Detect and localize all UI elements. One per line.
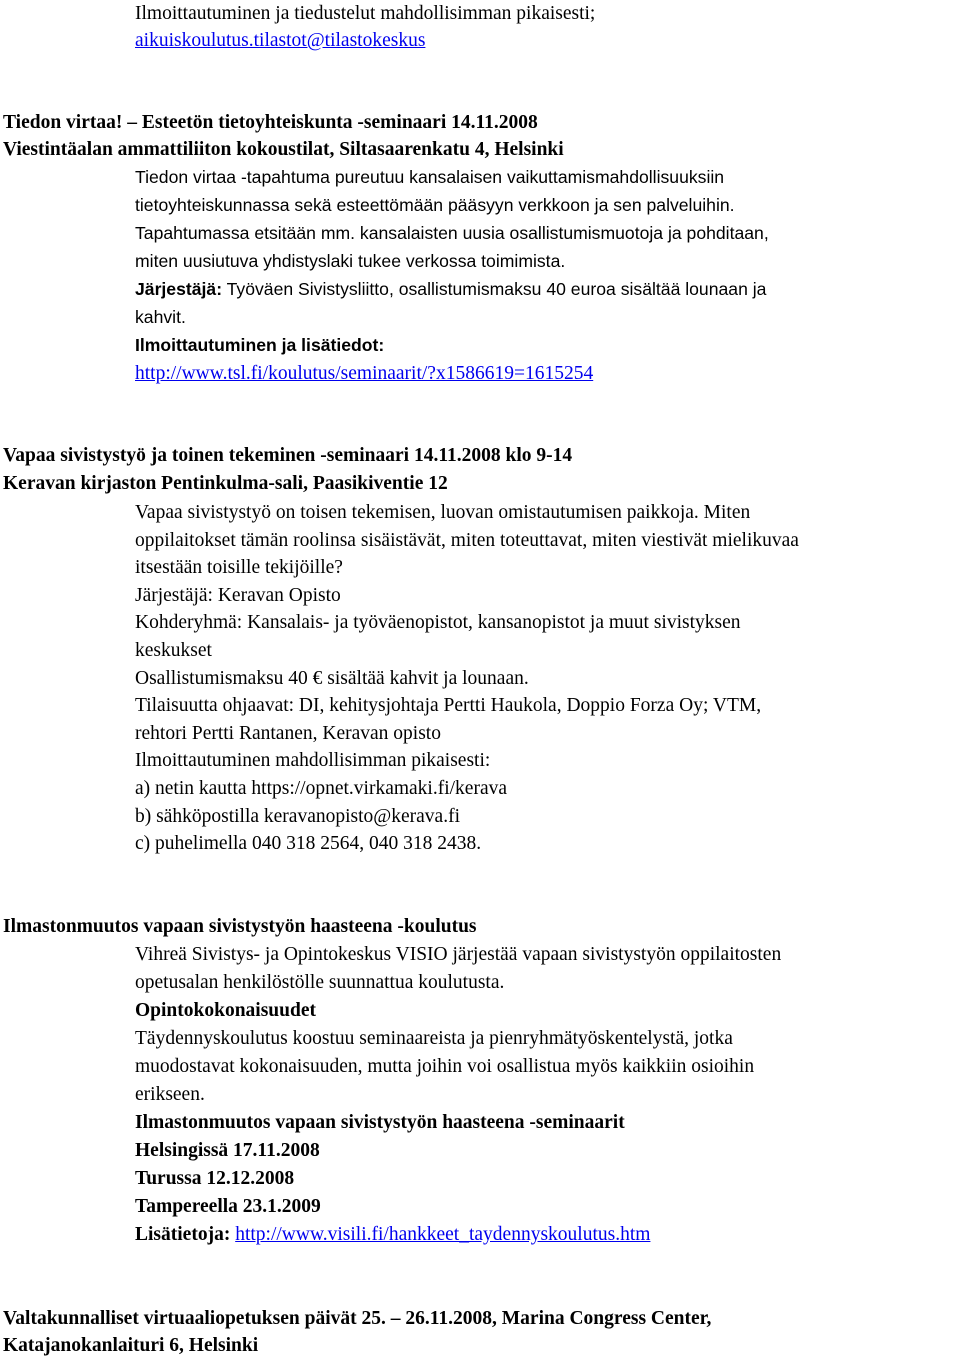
event-text-line: Kohderyhmä: Kansalais- ja työväenopistot, kansanopistot ja muut sivistyksen — [135, 612, 741, 633]
event-text-line: b) sähköpostilla keravanopisto@kerava.fi — [135, 806, 460, 827]
event-text-line: Tilaisuutta ohjaavat: DI, kehitysjohtaja Pertti Haukola, Doppio Forza Oy; VTM, — [135, 695, 762, 716]
event-title: Vapaa sivistystyö ja toinen tekeminen -seminaari 14.11.2008 klo 9-14 — [3, 445, 573, 466]
subheading: Opintokokonaisuudet — [135, 1000, 316, 1021]
event-title: Valtakunnalliset virtuaaliopetuksen päivät 25. – 26.11.2008, Marina Congress Center, — [3, 1308, 712, 1329]
event-text-line: Järjestäjä: Keravan Opisto — [135, 585, 341, 606]
event-venue: Katajanokanlaituri 6, Helsinki — [3, 1335, 259, 1356]
event-description: Tiedon virtaa -tapahtuma pureutuu kansalaisen vaikuttamismahdollisuuksiin — [135, 167, 725, 187]
info-label: Lisätietoja: — [135, 1224, 231, 1245]
signup-email-link[interactable]: aikuiskoulutus.tilastot@tilastokeskus — [135, 30, 426, 51]
organizer-text: Työväen Sivistysliitto, osallistumismaksu 40 euroa sisältää lounaan ja — [222, 279, 767, 299]
event-text-line: c) puhelimella 040 318 2564, 040 318 2438. — [135, 833, 482, 854]
event-text-line: Ilmoittautuminen mahdollisimman pikaisesti: — [135, 750, 491, 771]
event-text-line: itsestään toisille tekijöille? — [135, 557, 343, 578]
event-organizer — [135, 276, 766, 303]
event-text-line: Osallistumismaksu 40 € sisältää kahvit ja lounaan. — [135, 668, 529, 689]
event-description: erikseen. — [135, 1084, 205, 1105]
event-description: tietoyhteiskunnassa sekä esteettömään pääsyyn verkkoon ja sen palveluihin. — [135, 195, 735, 215]
event-text-line: a) netin kautta https://opnet.virkamaki.fi/kerava — [135, 778, 508, 799]
event-venue: Viestintäalan ammattiliiton kokoustilat, Siltasaarenkatu 4, Helsinki — [3, 139, 564, 160]
signup-text: Ilmoittautuminen ja tiedustelut mahdollisimman pikaisesti; — [135, 3, 596, 24]
event-title: Tiedon virtaa! – Esteetön tietoyhteiskunta -seminaari 14.11.2008 — [3, 112, 538, 133]
event-text-line: oppilaitokset tämän roolinsa sisäistävät, miten toteuttavat, miten viestivät mielikuvaa — [135, 530, 799, 551]
event-description: miten uusiutuva yhdistyslaki tukee verkossa toimimista. — [135, 251, 566, 271]
signup-label: Ilmoittautuminen ja lisätiedot: — [135, 335, 385, 355]
seminar-date: Helsingissä 17.11.2008 — [135, 1140, 320, 1161]
event-description: Täydennyskoulutus koostuu seminaareista ja pienryhmätyöskentelystä, jotka — [135, 1028, 733, 1049]
event-description: muodostavat kokonaisuuden, mutta joihin voi osallistua myös kaikkiin osioihin — [135, 1056, 755, 1077]
event-description: Tapahtumassa etsitään mm. kansalaisten uusia osallistumismuotoja ja pohditaan, — [135, 223, 769, 243]
organizer-text-cont: kahvit. — [135, 307, 186, 327]
event-venue: Keravan kirjaston Pentinkulma-sali, Paasikiventie 12 — [3, 473, 448, 494]
seminar-link[interactable]: http://www.tsl.fi/koulutus/seminaarit/?x1586619=1615254 — [135, 363, 594, 384]
event-text-line: keskukset — [135, 640, 212, 661]
seminar-date: Tampereella 23.1.2009 — [135, 1196, 321, 1217]
event-text-line: Vapaa sivistystyö on toisen tekemisen, luovan omistautumisen paikkoja. Miten — [135, 502, 751, 523]
seminar-date: Turussa 12.12.2008 — [135, 1168, 295, 1189]
organizer-label: Järjestäjä: — [135, 279, 223, 299]
event-title: Ilmastonmuutos vapaan sivistystyön haasteena -koulutus — [3, 916, 477, 937]
seminar-title: Ilmastonmuutos vapaan sivistystyön haasteena -seminaarit — [135, 1112, 625, 1133]
event-description: opetusalan henkilöstölle suunnattua koulutusta. — [135, 972, 505, 993]
info-link[interactable]: http://www.visili.fi/hankkeet_taydennyskoulutus.htm — [235, 1224, 651, 1245]
event-text-line: rehtori Pertti Rantanen, Keravan opisto — [135, 723, 441, 744]
info-line — [135, 1221, 650, 1248]
event-description: Vihreä Sivistys- ja Opintokeskus VISIO järjestää vapaan sivistystyön oppilaitosten — [135, 944, 782, 965]
